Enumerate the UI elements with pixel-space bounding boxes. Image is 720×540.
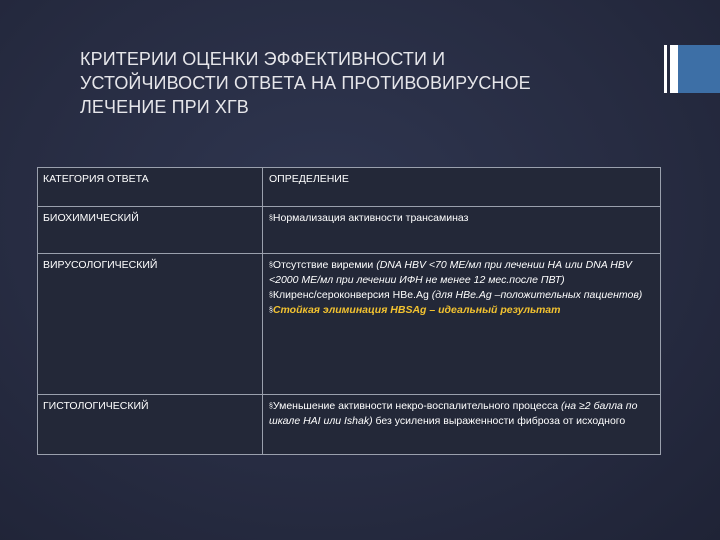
bullet-icon: §	[269, 292, 273, 299]
definition-item: §Клиренс/сероконверсия HBe.Ag (для HBe.Ag –положительных пациентов)	[269, 289, 643, 301]
definition-cell	[263, 207, 661, 254]
definition-item: §Отсутствие виремии (DNA HBV <70 МЕ/мл при лечении НА или DNA HBV <2000 МЕ/мл при лечении ИФН не менее 12 мес.после ПВТ)	[269, 259, 632, 286]
definition-item: §Уменьшение активности некро-воспалительного процесса (на ≥2 балла по шкале HAI или Ishak) без усиления выраженности фиброза от исходного	[269, 400, 638, 427]
table-header-row	[38, 168, 661, 207]
slide-title-line: ЛЕЧЕНИЕ ПРИ ХГВ	[80, 97, 249, 117]
decor-bar-thin	[664, 45, 667, 93]
slide-title	[80, 47, 620, 119]
decor-bar-thick	[670, 45, 678, 93]
bullet-icon: §	[269, 262, 273, 269]
category-cell: БИОХИМИЧЕСКИЙ	[38, 207, 263, 254]
slide-title-line: УСТОЙЧИВОСТИ ОТВЕТА НА ПРОТИВОВИРУСНОЕ	[80, 73, 531, 93]
header-category: КАТЕГОРИЯ ОТВЕТА	[38, 168, 263, 207]
header-definition: ОПРЕДЕЛЕНИЕ	[263, 168, 661, 207]
bullet-icon: §	[269, 307, 273, 314]
criteria-table	[37, 167, 661, 455]
decor-bar-blue	[678, 45, 720, 93]
definition-cell	[263, 254, 661, 395]
bullet-icon: §	[269, 403, 273, 410]
table-row	[38, 254, 661, 395]
bullet-icon: §	[269, 215, 273, 222]
definition-cell	[263, 395, 661, 455]
table-row	[38, 395, 661, 455]
definition-item: §Нормализация активности трансаминаз	[269, 212, 469, 224]
table-row	[38, 207, 661, 254]
category-cell: ВИРУСОЛОГИЧЕСКИЙ	[38, 254, 263, 395]
highlight-text: Стойкая элиминация HBSAg – идеальный результат	[272, 304, 561, 316]
definition-item	[269, 303, 654, 318]
category-cell: ГИСТОЛОГИЧЕСКИЙ	[38, 395, 263, 455]
slide-title-line: КРИТЕРИИ ОЦЕНКИ ЭФФЕКТИВНОСТИ И	[80, 49, 446, 69]
